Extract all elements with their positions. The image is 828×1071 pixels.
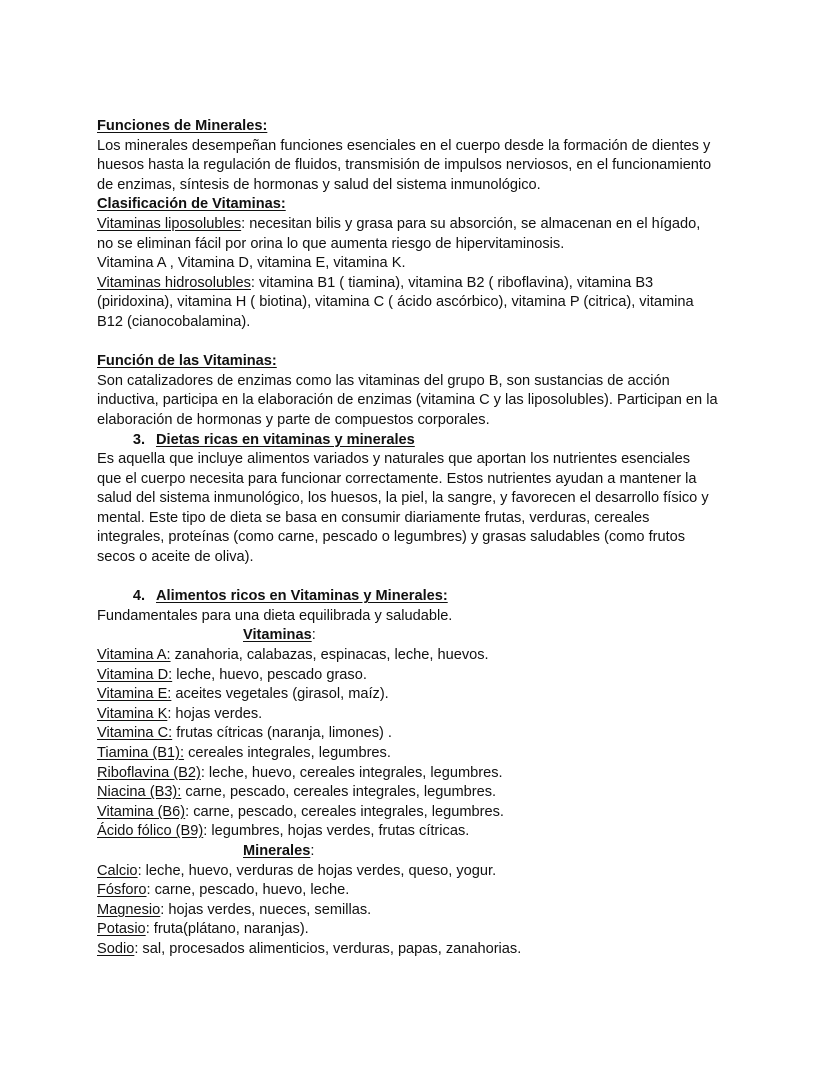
paragraph-line: Fundamentales para una dieta equilibrada y saludable. xyxy=(97,607,453,624)
term-vitaminas-hidrosolubles: Vitaminas hidrosolubles xyxy=(97,274,251,291)
subheading-vitaminas xyxy=(97,626,737,646)
list-item xyxy=(97,724,737,744)
subheading-colon: : xyxy=(311,627,316,644)
list-number: 4. xyxy=(132,588,145,605)
paragraph-line: elaboración de hormonas y parte de compuestos corporales. xyxy=(97,411,490,428)
paragraph-line: B12 (cianocobalamina). xyxy=(97,313,251,330)
item-term: Magnesio xyxy=(97,901,161,918)
numbered-heading-dietas xyxy=(97,431,737,451)
paragraph-line: Los minerales desempeñan funciones esenciales en el cuerpo desde la formación de dientes y xyxy=(97,137,711,154)
item-foods: cereales integrales, legumbres. xyxy=(184,745,391,761)
item-foods: : fruta(plátano, naranjas). xyxy=(145,921,309,938)
subheading-text: Vitaminas xyxy=(243,627,312,644)
item-foods: : sal, procesados alimenticios, verduras, papas, zanahorias. xyxy=(134,940,522,957)
item-term: Potasio xyxy=(97,921,146,938)
paragraph-line: no se eliminan fácil por orina lo que aumenta riesgo de hipervitaminosis. xyxy=(97,235,565,252)
item-foods: : carne, pescado, huevo, leche. xyxy=(146,882,350,899)
item-term: Vitamina E: xyxy=(97,686,172,703)
item-foods: : leche, huevo, verduras de hojas verdes, queso, yogur. xyxy=(137,862,497,879)
list-item xyxy=(97,803,737,823)
item-foods: aceites vegetales (girasol, maíz). xyxy=(171,686,389,703)
list-item xyxy=(97,783,737,803)
item-term: Vitamina D: xyxy=(97,666,173,683)
section-heading-funcion-vitaminas: Función de las Vitaminas: xyxy=(97,353,277,370)
term-description: : necesitan bilis y grasa para su absorción, se almacenan en el hígado, xyxy=(241,215,701,232)
item-term: Vitamina K xyxy=(97,705,168,722)
subheading-text: Minerales xyxy=(243,842,311,859)
item-term: Vitamina A: xyxy=(97,647,171,664)
item-foods: : carne, pescado, cereales integrales, legumbres. xyxy=(185,803,504,820)
paragraph-line: que el cuerpo necesita para funcionar correctamente. Estos nutrientes ayudan a mantener la xyxy=(97,470,697,487)
list-item xyxy=(97,646,737,666)
heading-text: Alimentos ricos en Vitaminas y Minerales: xyxy=(156,588,448,605)
paragraph-line: integrales, proteínas (como carne, pescado o legumbres) y grasas saludables (como frutos xyxy=(97,529,686,546)
item-term: Fósforo xyxy=(97,882,147,899)
paragraph-line xyxy=(97,274,737,294)
item-term: Tiamina (B1): xyxy=(97,745,185,761)
item-foods: : legumbres, hojas verdes, frutas cítricas. xyxy=(203,823,470,840)
term-vitaminas-liposolubles: Vitaminas liposolubles xyxy=(97,215,242,232)
section-heading-clasificacion-vitaminas: Clasificación de Vitaminas: xyxy=(97,196,286,213)
list-item xyxy=(97,822,737,842)
paragraph-line: Vitamina A , Vitamina D, vitamina E, vitamina K. xyxy=(97,255,406,272)
paragraph-line: mental. Este tipo de dieta se basa en consumir diariamente frutas, verduras, cereales xyxy=(97,509,650,526)
list-item xyxy=(97,705,737,725)
item-foods: zanahoria, calabazas, espinacas, leche, huevos. xyxy=(170,647,489,664)
paragraph-line: Son catalizadores de enzimas como las vitaminas del grupo B, son sustancias de acción xyxy=(97,372,670,389)
item-term: Niacina (B3): xyxy=(97,784,182,801)
item-foods: : hojas verdes, nueces, semillas. xyxy=(160,901,372,918)
blank-line xyxy=(97,333,737,353)
vitaminas-list xyxy=(97,646,737,842)
list-item xyxy=(97,744,737,764)
list-item xyxy=(97,940,737,960)
paragraph-line: secos o aceite de oliva). xyxy=(97,549,254,566)
list-item xyxy=(97,666,737,686)
document-page xyxy=(97,117,737,960)
paragraph-line: huesos hasta la regulación de fluidos, transmisión de impulsos nerviosos, en el funcionamiento xyxy=(97,157,712,174)
item-foods: frutas cítricas (naranja, limones) . xyxy=(172,725,392,742)
subheading-minerales xyxy=(97,842,737,862)
item-foods: leche, huevo, pescado graso. xyxy=(172,666,367,683)
blank-line xyxy=(97,568,737,588)
item-foods: : leche, huevo, cereales integrales, legumbres. xyxy=(200,764,503,781)
item-term: Calcio xyxy=(97,862,138,879)
paragraph-line: de enzimas, síntesis de hormonas y salud del sistema inmunológico. xyxy=(97,176,541,193)
list-number: 3. xyxy=(132,431,145,448)
list-item xyxy=(97,881,737,901)
item-term: Vitamina C: xyxy=(97,725,173,742)
paragraph-line: Es aquella que incluye alimentos variados y naturales que aportan los nutrientes esenciales xyxy=(97,451,691,468)
item-term: Riboflavina (B2) xyxy=(97,764,201,781)
list-item xyxy=(97,764,737,784)
list-item xyxy=(97,920,737,940)
subheading-colon: : xyxy=(310,842,315,859)
section-heading-funciones-minerales: Funciones de Minerales: xyxy=(97,118,268,134)
term-description: : vitamina B1 ( tiamina), vitamina B2 ( riboflavina), vitamina B3 xyxy=(250,274,654,291)
list-item xyxy=(97,862,737,882)
item-foods: : hojas verdes. xyxy=(167,705,263,722)
list-item xyxy=(97,901,737,921)
item-term: Sodio xyxy=(97,940,135,957)
numbered-heading-alimentos xyxy=(97,587,737,607)
paragraph-line: inductiva, participa en la elaboración de enzimas (vitamina C y las liposolubles). Participan en la xyxy=(97,392,718,409)
list-item xyxy=(97,685,737,705)
paragraph-line xyxy=(97,215,737,235)
item-foods: carne, pescado, cereales integrales, legumbres. xyxy=(181,784,497,801)
paragraph-line: (piridoxina), vitamina H ( biotina), vitamina C ( ácido ascórbico), vitamina P (citrica), vitamina xyxy=(97,294,694,311)
paragraph-line: salud del sistema inmunológico, los huesos, la piel, la sangre, y favorecen el desarrollo físico y xyxy=(97,490,709,507)
heading-text: Dietas ricas en vitaminas y minerales xyxy=(156,431,415,448)
item-term: Ácido fólico (B9) xyxy=(97,823,204,840)
item-term: Vitamina (B6) xyxy=(97,803,186,820)
minerales-list xyxy=(97,862,737,960)
